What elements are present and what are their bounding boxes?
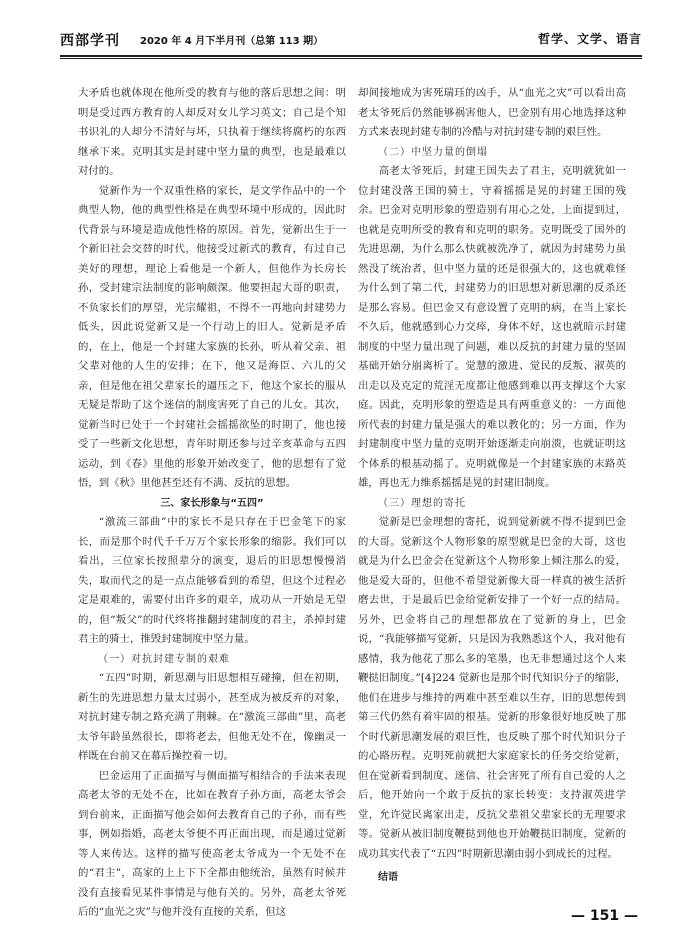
paragraph: 大矛盾也就体现在他所受的教育与他的落后思想之间：明明是受过西方教育的人却反对女儿学习英文；自己是个知书识礼的人却分不清好与坏，只执着于继续将腐朽的东西继承下来。克明其实是封建中坚力量的典型，也是最难以对付的。 (78, 87, 346, 177)
paragraph: 巴金运用了正面描写与侧面描写相结合的手法来表现高老太爷的无处不在，比如在教育子孙方面，高老太爷会到台前来，正面描写他会如何去教育自己的子孙，而有些事，例如指婚，高老太爷便不再正面出现，而是通过觉新等人来传达。这样的描写使高老太爷成为一个无处不在的“君主”，高家的上上下下全都由他统治，虽然有时候并没有直接看见某件事情是与他有关的。另外，高老太爷死后的“血光之灾”与他并没有直接的关系，但这 (78, 769, 346, 918)
left-column (78, 84, 346, 923)
subsection-heading: （一）对抗封建专制的艰难 (98, 653, 230, 665)
issue-info: 2020 年 4 月下半月刊（总第 113 期） (140, 36, 324, 47)
header-rule-thin (60, 58, 642, 59)
paragraph: 高老太爷死后，封建王国失去了君主，克明就犹如一位封建没落王国的骑士，守着摇摇是晃的封建王国的残余。巴金对克明形象的塑造别有用心之处，上面提到过，也就是克明所受的教育和克明的职务。克明既受了国外的先进思潮，为什么那么快就被洗净了，就因为封建势力虽然没了统治者，但中坚力量的还是很强大的，这也就难怪为什么到了第二代，封建势力的旧思想对新思潮的反杀还是那么容易。但巴金又有意设置了克明的病，在当上家长不久后，他就感到心力交瘁，身体不好，这也就暗示封建制度的中坚力量出现了问题，难以反抗的封建力量的坚固基础开始分崩离析了。觉慧的激进、觉民的反叛、淑英的出走以及克定的荒淫无度都让他感到难以再支撑这个大家庭。因此，克明形象的塑造是具有两重意义的：一方面他所代表的封建力量是强大的难以教化的；另一方面，作为封建制度中坚力量的克明开始逐渐走向崩溃，也就证明这个体系的根基动摇了。克明就像是一个封建家族的末路英雄，再也无力维系摇摇是晃的封建旧制度。 (358, 165, 626, 489)
paragraph: 却间接地成为害死瑞珏的凶手，从“血光之灾”可以看出高老太爷死后仍然能够祸害他人，巴金别有用心地选择这种方式来表现封建专制的冷酷与对抗封建专制的艰巨性。 (358, 87, 626, 138)
page-header (60, 30, 642, 52)
journal-logo: 西部学刊 (60, 33, 120, 49)
header-rule-thick (60, 55, 642, 57)
right-column (358, 84, 626, 888)
conclusion-heading: 结语 (378, 872, 398, 883)
subsection-heading: （三）理想的寄托 (378, 497, 466, 509)
section-heading: 三、家长形象与“五四” (160, 497, 264, 509)
paragraph: “激流三部曲”中的家长不是只存在于巴金笔下的家长，而是那个时代千千万万个家长形象的缩影。我们可以看出，三位家长按照辈分的演变，退后的旧思想慢慢消失，取而代之的是一点点能够看到的希望，但这个过程必定是艰难的，需要付出许多的艰辛，成功从一开始是无望的，但“叛父”的时代终将推翻封建制度的君主，杀掉封建君主的骑士，推毁封建制度中坚力量。 (78, 516, 346, 645)
subsection-heading: （二）中坚力量的倒塌 (378, 146, 488, 158)
paragraph: 觉新是巴金理想的寄托，说到觉新就不得不提到巴金的大哥。觉新这个人物形象的原型就是巴金的大哥，这也就是为什么巴金会在觉新这个人物形象上倾注那么的爱，他是爱大哥的，但他不希望觉新像大哥一样真的被生活折磨去世，于是最后巴金给觉新安排了一个好一点的结局。另外，巴金将自己的理想都放在了觉新的身上，巴金说，“我能够描写觉新，只是因为我熟悉这个人，我对他有感情，我为他花了那么多的笔墨，也无非想通过这个人来鞭挞旧制度。”[4]224 觉新也是那个时代知识分子的缩影，他们在进步与维持的两难中甚至难以生存，旧的思想传到第三代仍然有着牢固的根基。觉新的形象很好地反映了那个时代新思潮发展的艰巨性，也反映了那个时代知识分子的心路历程。克明死前就把大家庭家长的任务交给觉新，但在觉新看到制度、迷信、社会害死了所有自己爱的人之后，他开始向一个敢于反抗的家长转变：支持淑英进学堂，允许觉民离家出走，反抗父辈祖父辈家长的无理要求等。觉新从被旧制度鞭挞到他也开始鞭挞旧制度，觉新的成功其实代表了“五四”时期新思潮由弱小到成长的过程。 (358, 516, 626, 860)
section-title: 哲学、文学、语言 (537, 32, 642, 46)
paragraph: 觉新作为一个双重性格的家长，是文学作品中的一个典型人物，他的典型性格是在典型环境中形成的，因此时代背景与环境是造成他性格的原因。首先，觉新出生于一个新旧社会交替的时代，他接受过新式的教育，有过自己美好的理想，理论上看他是一个新人，但他作为长房长孙，受封建宗法制度的影响颇深。他要担起大哥的职责，不负家长们的厚望，光宗耀祖，不得不一再地向封建势力低头，因此说觉新又是一个行动上的旧人。觉新是矛盾的，在上，他是一个封建大家族的长孙，听从着父亲、祖父辈对他的人生的安排；在下，他又是海臣、六儿的父亲，但是他在祖父辈家长的逼压之下，他这个家长的服从无疑是帮助了这个迷信的制度害死了自己的儿女。其次，觉新当时已处于一个封建社会摇摇欲坠的时期了，他也接受了一些新文化思想，青年时期还参与过辛亥革命与五四运动，到《春》里他的形象开始改变了，他的思想有了觉悟，到《秋》里他甚至还有不满、反抗的思想。 (78, 184, 346, 489)
paragraph: “五四”时期，新思潮与旧思想相互碰撞，但在初期，新生的先进思想力量太过弱小，甚至成为被反弃的对象，对抗封建专制之路充满了荆棘。在“激流三部曲”里，高老太爷年龄虽然很长，即将老去，但他无处不在，像幽灵一样既在台前又在幕后操控着一切。 (78, 672, 346, 762)
page-number: — 151 — (571, 908, 638, 924)
